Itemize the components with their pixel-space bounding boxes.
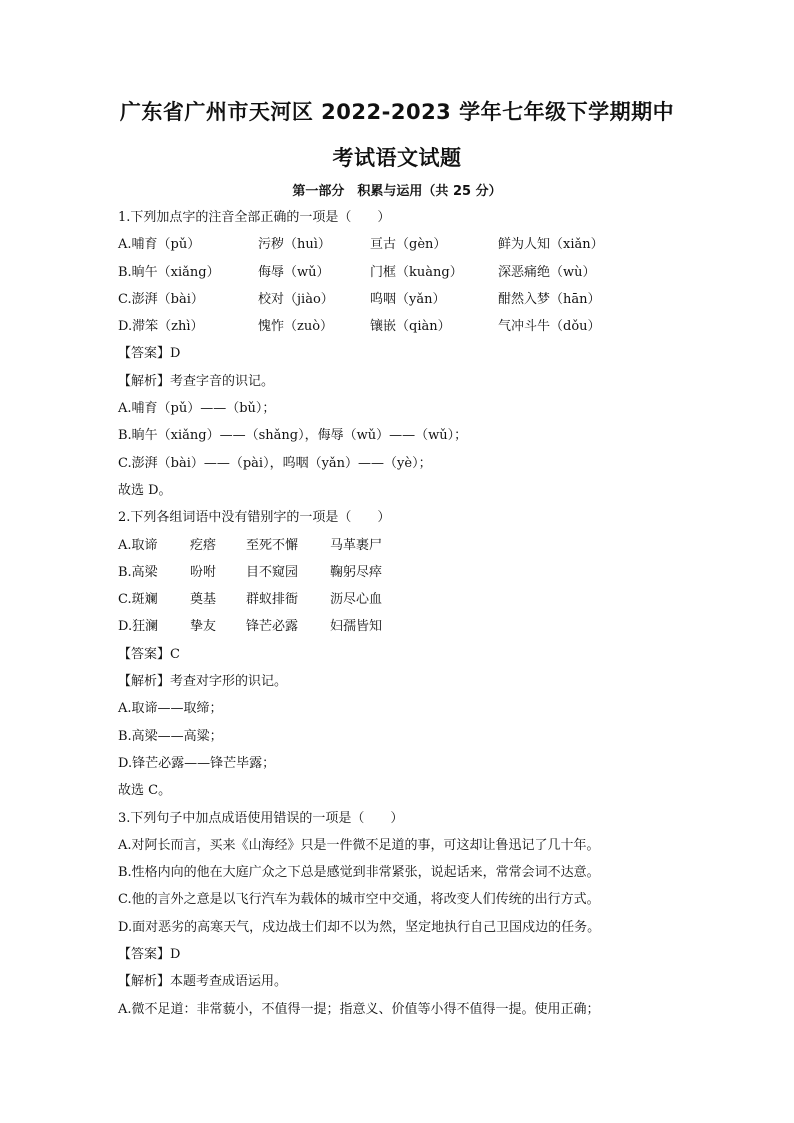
option-item: 目不窥园 — [246, 564, 299, 580]
option-item: 鞠躬尽瘁 — [330, 564, 383, 580]
question-1-option-d — [118, 313, 678, 340]
option-item: 奠基 — [190, 592, 217, 608]
option-item: 群蚁排衙 — [246, 592, 299, 608]
option-item: D.狂澜 — [118, 619, 159, 635]
question-2-option-c — [118, 586, 678, 613]
question-2-analysis-line: D.锋芒必露——锋芒毕露； — [118, 755, 276, 771]
question-1-stem: 1.下列加点字的注音全部正确的一项是（ ） — [118, 210, 391, 225]
option-item: C.澎湃（bài） — [118, 291, 204, 307]
question-3-option-d: D.面对恶劣的高寒天气，戍边战士们却不以为然，坚定地执行自己卫国戍边的任务。 — [118, 919, 601, 935]
option-item: 疙瘩 — [190, 537, 217, 553]
question-3-option-c: C.他的言外之意是以飞行汽车为载体的城市空中交通，将改变人们传统的出行方式。 — [118, 892, 600, 908]
question-2-option-a — [118, 532, 678, 559]
question-3-answer: 【答案】D — [118, 947, 181, 963]
section-heading: 第一部分 积累与运用（共 25 分） — [292, 184, 502, 199]
option-item: 至死不懈 — [246, 537, 299, 553]
question-3-analysis-line: 【解析】本题考查成语运用。 — [118, 974, 288, 990]
page-title-line1: 广东省广州市天河区 2022-2023 学年七年级下学期期中 — [119, 100, 675, 124]
question-2-answer: 【答案】C — [118, 646, 180, 662]
option-item: 沥尽心血 — [330, 592, 383, 608]
option-item: 侮辱（wǔ） — [258, 264, 330, 280]
question-2-option-d — [118, 613, 678, 640]
question-3-analysis-line: A.微不足道：非常藐小，不值得一提；指意义、价值等小得不值得一提。使用正确； — [118, 1001, 600, 1017]
option-item: 锋芒必露 — [246, 619, 299, 635]
question-1-analysis-line: C.澎湃（bài）——（pài），呜咽（yǎn）——（yè）； — [118, 455, 432, 471]
option-item: 酣然入梦（hān） — [498, 291, 601, 307]
option-item: A.取谛 — [118, 537, 158, 553]
option-item: C.斑斓 — [118, 592, 158, 608]
option-item: 鲜为人知（xiǎn） — [498, 237, 604, 253]
question-3-option-a: A.对阿长而言，买来《山海经》只是一件微不足道的事，可这却让鲁迅记了几十年。 — [118, 837, 600, 853]
option-item: B.晌午（xiǎng） — [118, 264, 220, 280]
question-3-option-b: B.性格内向的他在大庭广众之下总是感觉到非常紧张，说起话来，常常会词不达意。 — [118, 865, 600, 881]
question-1-option-c — [118, 286, 678, 313]
option-item: B.高梁 — [118, 564, 158, 580]
option-item: 挚友 — [190, 619, 217, 635]
question-1-analysis-line: A.哺育（pǔ）——（bǔ）； — [118, 401, 276, 417]
option-item: 亘古（gèn） — [370, 237, 447, 253]
option-item: 吩咐 — [190, 564, 217, 580]
question-2-analysis-line: B.高梁——高粱； — [118, 728, 223, 744]
question-1-analysis-line: 故选 D。 — [118, 482, 172, 498]
option-item: 深恶痛绝（wù） — [498, 264, 596, 280]
option-item: 门框（kuàng） — [370, 264, 463, 280]
option-item: 呜咽（yǎn） — [370, 291, 446, 307]
exam-content — [118, 204, 678, 1023]
question-1-option-a — [118, 231, 678, 258]
option-item: 愧怍（zuò） — [258, 319, 334, 335]
question-1-analysis-line: 【解析】考查字音的识记。 — [118, 373, 275, 389]
option-item: D.滞笨（zhì） — [118, 319, 204, 335]
question-2-option-b — [118, 559, 678, 586]
question-2-analysis-line: A.取谛——取缔； — [118, 701, 223, 717]
option-item: 气冲斗牛（dǒu） — [498, 319, 601, 335]
question-1-analysis-line: B.晌午（xiǎng）——（shǎng），侮辱（wǔ）——（wǔ）； — [118, 428, 468, 444]
question-1-answer: 【答案】D — [118, 346, 181, 362]
question-2-analysis-line: 【解析】考查对字形的识记。 — [118, 674, 288, 690]
option-item: 校对（jiào） — [258, 291, 334, 307]
option-item: A.哺育（pǔ） — [118, 237, 201, 253]
option-item: 马革裹尸 — [330, 537, 383, 553]
page-title-line2: 考试语文试题 — [332, 146, 462, 170]
question-1-option-b — [118, 259, 678, 286]
option-item: 污秽（huì） — [258, 237, 331, 253]
option-item: 妇孺皆知 — [330, 619, 383, 635]
option-item: 镶嵌（qiàn） — [370, 319, 451, 335]
question-2-stem: 2.下列各组词语中没有错别字的一项是（ ） — [118, 510, 391, 526]
question-2-analysis-line: 故选 C。 — [118, 783, 172, 799]
question-3-stem: 3.下列句子中加点成语使用错误的一项是（ ） — [118, 810, 404, 826]
